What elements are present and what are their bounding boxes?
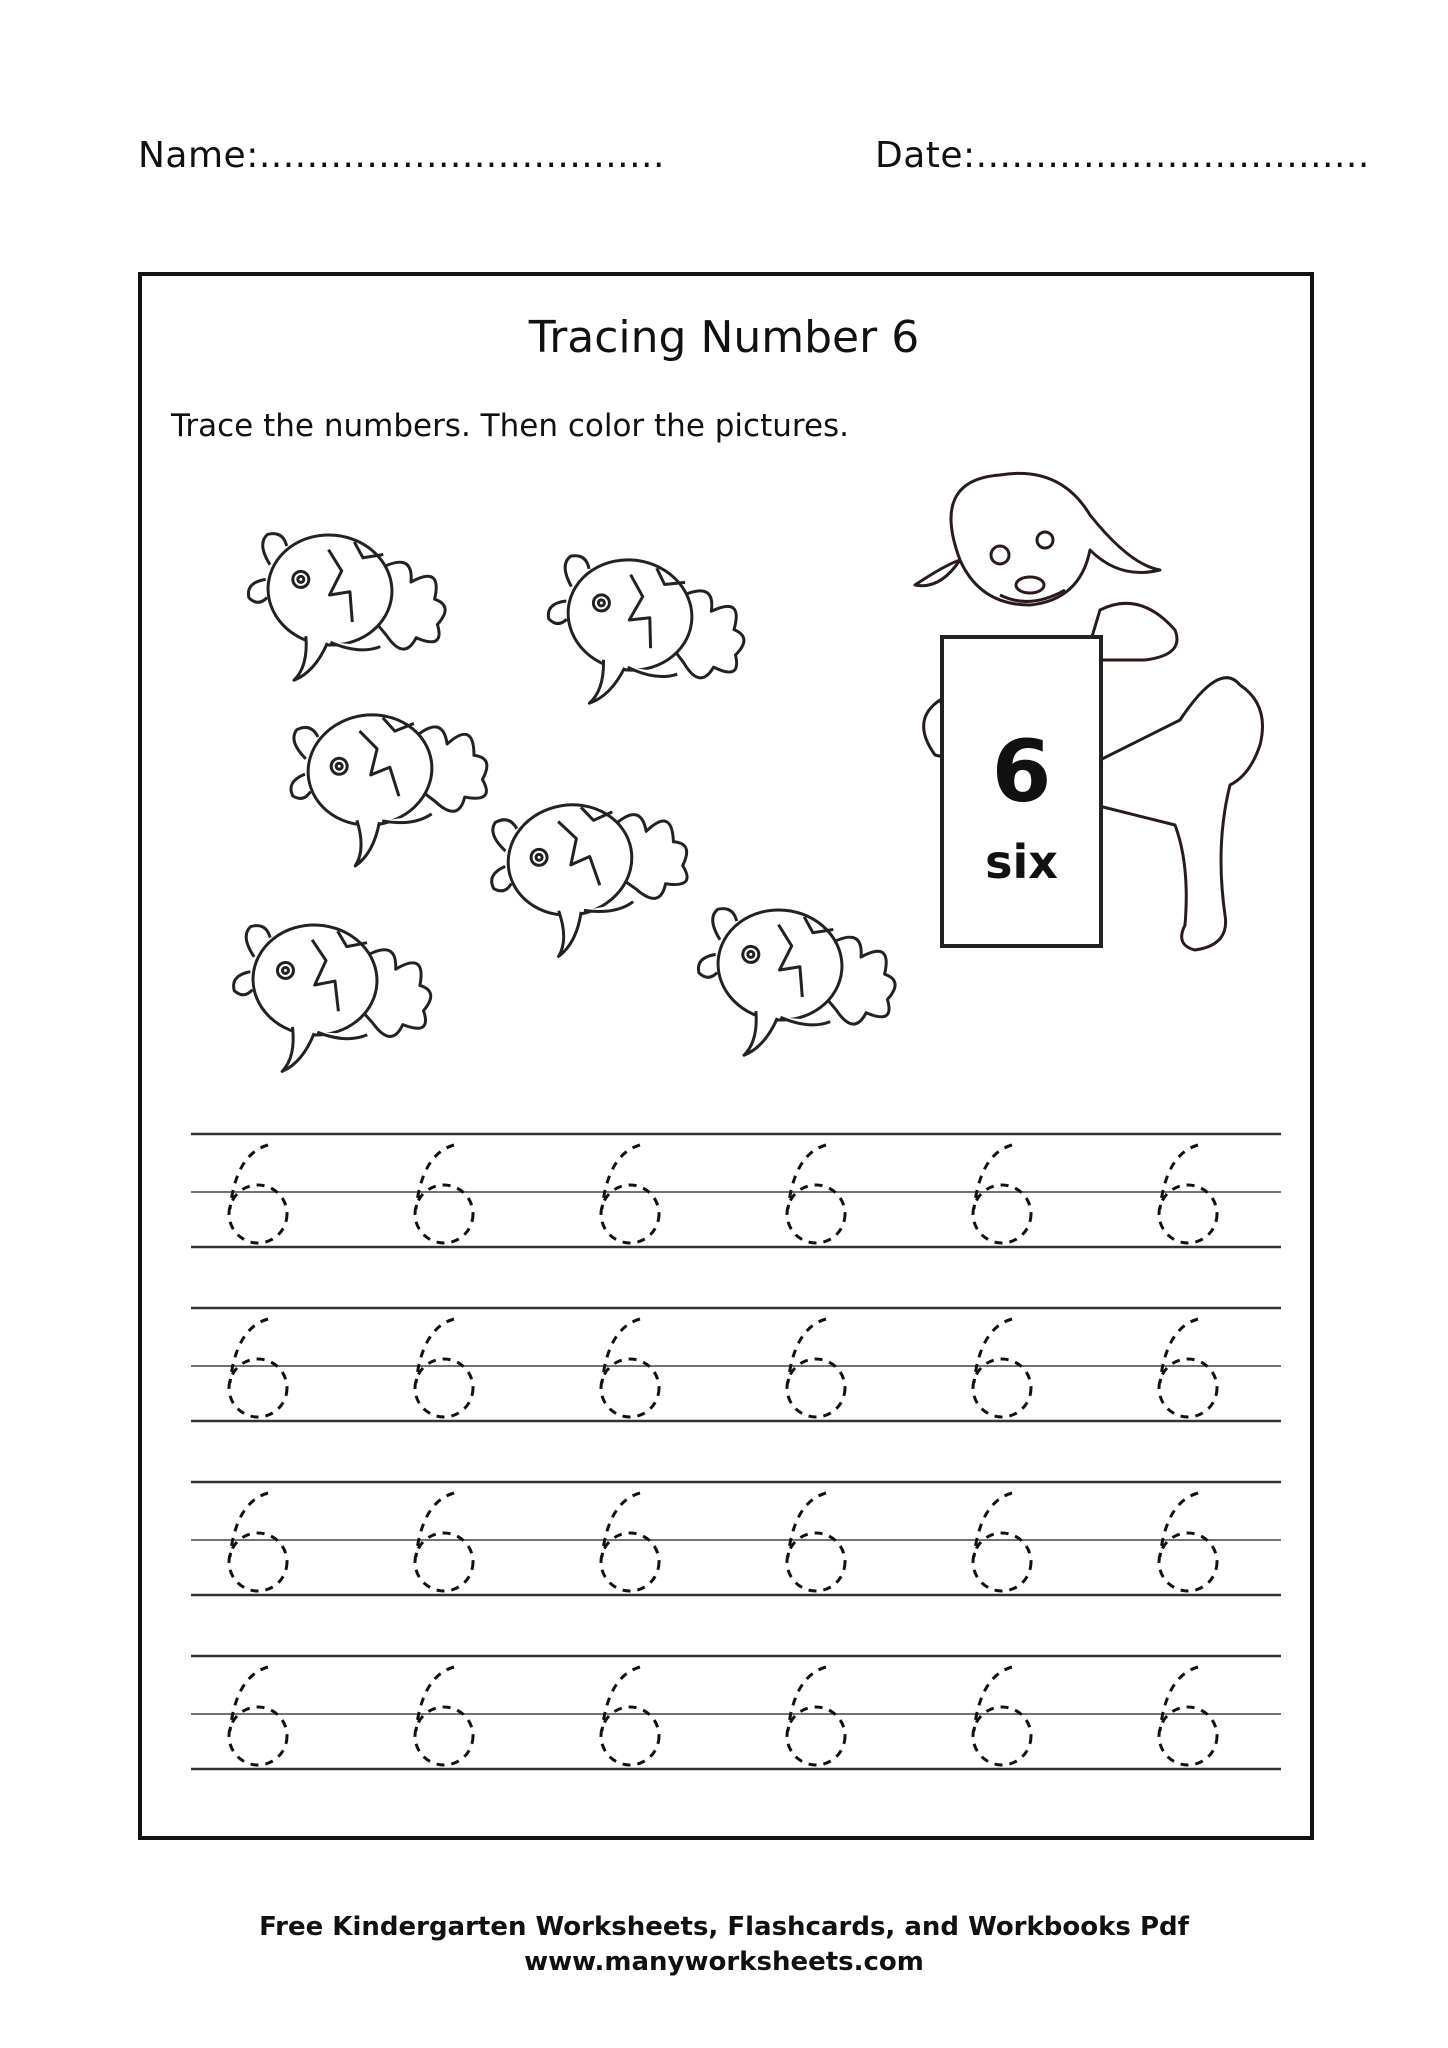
worksheet-title: Tracing Number 6: [528, 312, 920, 363]
date-field[interactable]: Date:.................................: [875, 135, 1370, 176]
trace-digit-6[interactable]: [415, 1145, 473, 1243]
trace-digit-6[interactable]: [787, 1145, 845, 1243]
trace-digit-6[interactable]: [601, 1493, 659, 1591]
trace-digit-6[interactable]: [1159, 1667, 1217, 1765]
trace-digit-6[interactable]: [1159, 1319, 1217, 1417]
trace-digit-6[interactable]: [973, 1493, 1031, 1591]
card-number: 6: [991, 722, 1052, 822]
footer-url[interactable]: www.manyworksheets.com: [524, 1947, 924, 1977]
trace-digit-6[interactable]: [415, 1667, 473, 1765]
trace-digit-6[interactable]: [1159, 1145, 1217, 1243]
trace-digit-6[interactable]: [973, 1667, 1031, 1765]
trace-digit-6[interactable]: [229, 1145, 287, 1243]
trace-digit-6[interactable]: [601, 1319, 659, 1417]
trace-digit-6[interactable]: [973, 1145, 1031, 1243]
trace-digit-6[interactable]: [229, 1493, 287, 1591]
trace-digit-6[interactable]: [1159, 1493, 1217, 1591]
trace-digit-6[interactable]: [415, 1493, 473, 1591]
trace-digit-6[interactable]: [601, 1145, 659, 1243]
trace-digit-6[interactable]: [229, 1667, 287, 1765]
trace-digit-6[interactable]: [973, 1319, 1031, 1417]
footer-line1: Free Kindergarten Worksheets, Flashcards, and Workbooks Pdf: [259, 1912, 1189, 1942]
trace-digit-6[interactable]: [601, 1667, 659, 1765]
trace-digit-6[interactable]: [787, 1493, 845, 1591]
trace-digit-6[interactable]: [415, 1319, 473, 1417]
card-word: six: [985, 835, 1058, 889]
trace-digit-6[interactable]: [229, 1319, 287, 1417]
instructions: Trace the numbers. Then color the pictures.: [171, 408, 850, 444]
name-field[interactable]: Name:..................................: [138, 135, 665, 176]
trace-digit-6[interactable]: [787, 1319, 845, 1417]
trace-digit-6[interactable]: [787, 1667, 845, 1765]
